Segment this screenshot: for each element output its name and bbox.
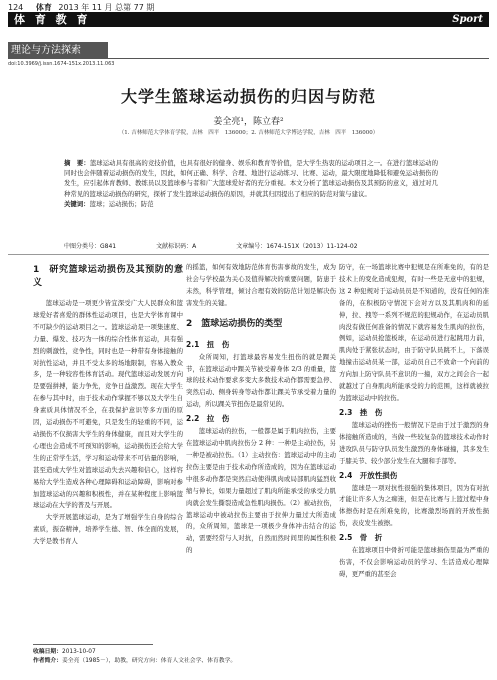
journal-name: 体育 xyxy=(35,3,52,12)
heading-2-3: 2.3 挫 伤 xyxy=(339,407,383,417)
column-tag-rule xyxy=(108,58,489,59)
article-number: 文章编号：1674-151X（2013）11-124-02 xyxy=(236,243,358,250)
section-title-en: Sport xyxy=(452,14,483,25)
abstract-text: 篮球运动具有很高的竞技价值，也具有很好的健身、娱乐和教育等价值，是大学生热衷的运动项目之一。在进行篮球运动的同时也会伴随着运动损伤的发生，因此，如何正确、科学、合理、地进行运动练习、比赛、运动，最大限度地降低和避免运动损伤的发生，应引起体育教师、教练员以及篮球参与者和广大篮球爱好者的充分重视。本文分析了篮球运动损伤及其预防的意义，通过对几种常见的篮球运动损伤的研究，探析了发生篮球运动损伤的原因，并就其归因提出了相应的防范对策与建议。 xyxy=(64,159,439,198)
section-header-bar xyxy=(8,12,489,27)
article-authors: 姜全亮¹，陈立春² xyxy=(213,117,284,127)
keywords: 篮球；运动损伤；防范 xyxy=(89,199,154,208)
paragraph: 的摇篮，如何有效地防范体育伤害事故的发生，成为社会与学校最为关心及值得解决的重要问题，防患于未然，科学管理，倾讨合理有效的防范计划是解决伤害发生的关键。 xyxy=(186,263,336,307)
paragraph: 大学开展篮球运动，是为了增强学生自身的综合素质，振奋精神，培养学生德、智、体全面的发展，大学是教书育人 xyxy=(33,513,183,546)
keywords-label: 关键词： xyxy=(64,199,90,208)
body-column-2 xyxy=(186,262,336,557)
column-tag: 理论与方法探索 xyxy=(8,42,108,59)
heading-2-2: 2.2 拉 伤 xyxy=(186,414,230,424)
abstract xyxy=(64,158,438,209)
section-title: 体 育 教 育 xyxy=(14,13,91,26)
heading-section-1: 1 研究篮球运动损伤及其预防的意义 xyxy=(33,265,183,288)
paragraph: 在篮球项目中骨折可能是篮球损伤里最为严重的伤害，不仅会影响运动员的学习、生活造成心理障碍，更严重的甚至会 xyxy=(339,546,489,578)
paragraph: 防守，在一场篮球比赛中犯规是在所难免的，有的是技术上的变化造成犯规，有时一些是无意中的犯规，这 2 种犯规对于运动员员是不知道的，没有任何的准备的，在积极防守情况下会对方以及其肌肉和的延伸，拉、拽等一系列不规范的犯规动作，在运动员肌肉没有做任何准备的情况下就容易发生肌肉的拉伤，例如，运动员抢篮板球，在运动员进行起跳用力前，肌肉处于紧张状态时，由于防守队员跳不上，下落误地撞击运动员某一部，运动员自己不致命一个向前的方向加上防守队员不意识的一撞，双方之间会合一起就越过了自身肌肉所能承受的力的范围，这样就被拉为篮球运动中的拉伤。 xyxy=(339,263,489,402)
author-bio-label: 作者简介： xyxy=(33,658,62,664)
doi: doi:10.3969/j.issn.1674-151x.2013.11.063 xyxy=(8,61,115,67)
classification-line xyxy=(64,241,398,250)
heading-2-4: 2.4 开放性损伤 xyxy=(339,470,398,480)
clc-number: 中图分类号：G841 xyxy=(64,243,117,250)
received-label: 收稿日期： xyxy=(33,649,62,655)
article-affiliation: （1. 吉林师范大学体育学院，吉林 四平 136000；2. 吉林师范大学博达学院，吉林 四平 136000） xyxy=(118,130,379,136)
separator-rule xyxy=(8,254,489,255)
paragraph: 篮球运动的拉伤，一般都是属于肌肉拉伤，主要在篮球运动中肌肉拉伤分 2 种：一种是主动拉伤，另一种是被动拉伤。（1）主动拉伤：篮球运动中的主动拉伤主要是由于技术动作所造成的，因为在篮球运动中很多动作都是突然启动使得肌肉或局部肌肉猛烈收缩与伸长，如果力量超过了肌肉所能承受的承受力肌肉就会发生撕裂造成急性肌肉损伤。（2）被动拉伤，篮球运动中被动拉伤主要由于拉伸力量过大所造成的，众所周知，篮球是一项极少身体冲击结合的运动，需要经常与人对抗，自然而然时间里的属性积极的 xyxy=(186,427,336,555)
paragraph: 众所周知，打篮球最容易发生扭伤的就是踝关节，在篮球运动中踝关节被受着身体 2/3 的重量，篮球的技术动作要求多变大多数技术动作都需要急停、突然启动、侧身转身等动作都让踝关节承受着力量的运动，所以踝关节扭伤是最常见的。 xyxy=(186,352,336,409)
body-column-1 xyxy=(33,262,183,548)
document-code: 文献标识码：A xyxy=(156,243,197,250)
article-title: 大学生篮球运动损伤的归因与防范 xyxy=(120,87,376,106)
paragraph: 篮球运动是一项更少皆宜深受广大人民群众和篮球爱好者喜爱的群体性运动项目，也是大学体育课中不可缺少的运动项目之一。篮球运动是一项集速度、力量、爆发、技巧为一体的综合性体育运动，具有强烈的刺激性，竞争性，同时也是一种带有身体接触的对抗性运动，并且不受太多的场地限制，容易入教众多，是一种较容性体育活动。现代篮球运动发展方向是要强拼搏，能力争先，竞争日益激烈。现在大学生在参与其中时，由于技术动作掌握不够以及大学生自身素质具体情况不全，在我保护意识等多方面的原因，运动损伤不可避免，只是发生的轻重的不同，运动损伤不仅损害大学生的身体健康，而且对大学生的心理也会造成不可预知的影响，运动损伤还会给大学生的正常学生活，学习和运动带来不可估量的影响，甚至造成大学生对篮球运动失去兴趣和信心，这样容易给大学生造成各种心理障碍和运动障碍，影响对参加篮球运动的兴趣和积极性，并在某种程度上影响篮球运动在大学的普及与开展。 xyxy=(33,299,183,510)
received-date: 2013-10-07 xyxy=(62,649,96,655)
heading-2-5: 2.5 骨 折 xyxy=(339,533,383,543)
heading-section-2: 2 篮球运动损伤的类型 xyxy=(186,318,283,329)
issue-text: 2013 年 11 月 总第 77 期 xyxy=(58,3,155,12)
page-number: 124 xyxy=(8,3,24,12)
author-bio: 姜全亮（1985－），助教，研究方向：体育人文社会学、体育教学。 xyxy=(62,658,237,664)
abstract-label: 摘 要： xyxy=(64,159,90,167)
heading-2-1: 2.1 扭 伤 xyxy=(186,339,230,349)
paragraph: 篮球运动的挫伤一般情况下是由于过于激烈的身体接触所造成的，当做一些较复杂的篮球技术动作时进攻队员与防守队员发生激烈的身体碰撞，其多发生于膝关节、较少部分发生在大腿和手部等。 xyxy=(339,420,489,465)
paragraph: 篮球是一项对抗性很强的集体项目，因为有对抗才能让许多人为之痴迷，但是在比赛与上篮过程中身体擦伤时是在所难免的，比赛激烈场面的开放性损伤，表皮发生被擦。 xyxy=(339,483,489,528)
body-column-3 xyxy=(339,262,489,581)
footnote xyxy=(33,648,236,666)
footnote-rule xyxy=(33,644,153,645)
